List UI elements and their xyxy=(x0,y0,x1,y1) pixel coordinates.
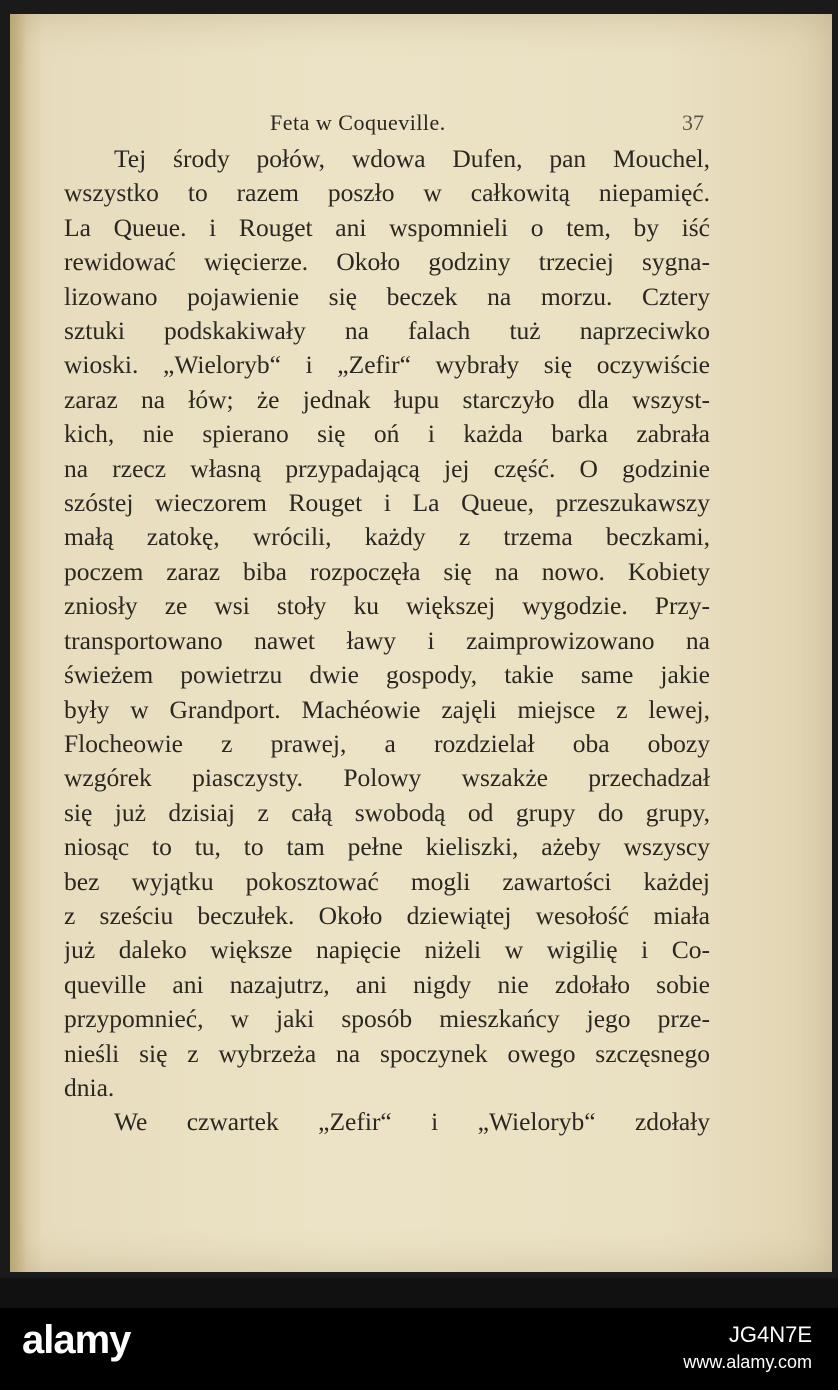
watermark-image-id: JG4N7E xyxy=(728,1322,812,1347)
text-line: kich, nie spierano się oń i każda barka zabrała xyxy=(64,419,710,449)
text-line: transportowano nawet ławy i zaimprowizowano na xyxy=(64,625,710,655)
text-line: dnia. xyxy=(64,1072,115,1102)
body-text xyxy=(64,142,710,1140)
text-line: La Queue. i Rouget ani wspomnieli o tem, by iść xyxy=(64,212,710,242)
text-line: już daleko większe napięcie niżeli w wigilię i Co- xyxy=(64,935,710,965)
text-line: zniosły ze wsi stoły ku większej wygodzie. Przy- xyxy=(64,591,710,621)
text-line: We czwartek „Zefir“ i „Wieloryb“ zdołały xyxy=(114,1107,710,1137)
text-line: Tej środy połów, wdowa Dufen, pan Mouchel, xyxy=(114,144,710,173)
text-line: świeżem powietrzu dwie gospody, takie same jakie xyxy=(64,660,710,690)
text-line: wzgórek piasczysty. Polowy wszakże przechadzał xyxy=(64,763,710,793)
text-line: na rzecz własną przypadającą jej część. O godzinie xyxy=(64,453,710,483)
watermark-url: www.alamy.com xyxy=(683,1352,812,1372)
text-line: niosąc to tu, to tam pełne kieliszki, ażeby wszyscy xyxy=(64,832,710,862)
text-line: zaraz na łów; że jednak łupu starczyło dla wszyst- xyxy=(64,384,710,414)
text-line: wszystko to razem poszło w całkowitą niepamięć. xyxy=(64,178,710,208)
text-line: Flocheowie z prawej, a rozdzielał oba obozy xyxy=(64,728,710,758)
page-number: 37 xyxy=(682,110,704,135)
text-line: nieśli się z wybrzeża na spoczynek owego szczęsnego xyxy=(64,1038,710,1068)
text-line: się już dzisiaj z całą swobodą od grupy do grupy, xyxy=(64,797,710,827)
text-line: sztuki podskakiwały na falach tuż naprzeciwko xyxy=(64,316,710,346)
running-head: Feta w Coqueville. xyxy=(270,110,446,135)
text-line: bez wyjątku pokosztować mogli zawartości każdej xyxy=(64,866,710,896)
watermark-brand: alamy xyxy=(22,1318,131,1362)
text-line: poczem zaraz biba rozpoczęła się na nowo. Kobiety xyxy=(64,556,710,586)
text-line: przypomnieć, w jaki sposób mieszkańcy jego prze- xyxy=(64,1004,710,1034)
text-line: szóstej wieczorem Rouget i La Queue, przeszukawszy xyxy=(64,488,710,518)
text-line: z sześciu beczułek. Około dziewiątej wesołość miała xyxy=(64,900,710,930)
watermark-strip xyxy=(0,1278,838,1308)
page-spine-shadow xyxy=(10,14,26,1272)
text-line: były w Grandport. Machéowie zajęli miejsce z lewej, xyxy=(64,694,710,724)
text-line: rewidować więcierze. Około godziny trzeciej sygna- xyxy=(64,247,710,277)
text-line: wioski. „Wieloryb“ i „Zefir“ wybrały się oczywiście xyxy=(64,350,710,380)
text-line: queville ani nazajutrz, ani nigdy nie zdołało sobie xyxy=(64,969,710,999)
text-line: małą zatokę, wrócili, każdy z trzema beczkami, xyxy=(64,522,710,552)
text-line: lizowano pojawienie się beczek na morzu. Cztery xyxy=(64,281,710,311)
